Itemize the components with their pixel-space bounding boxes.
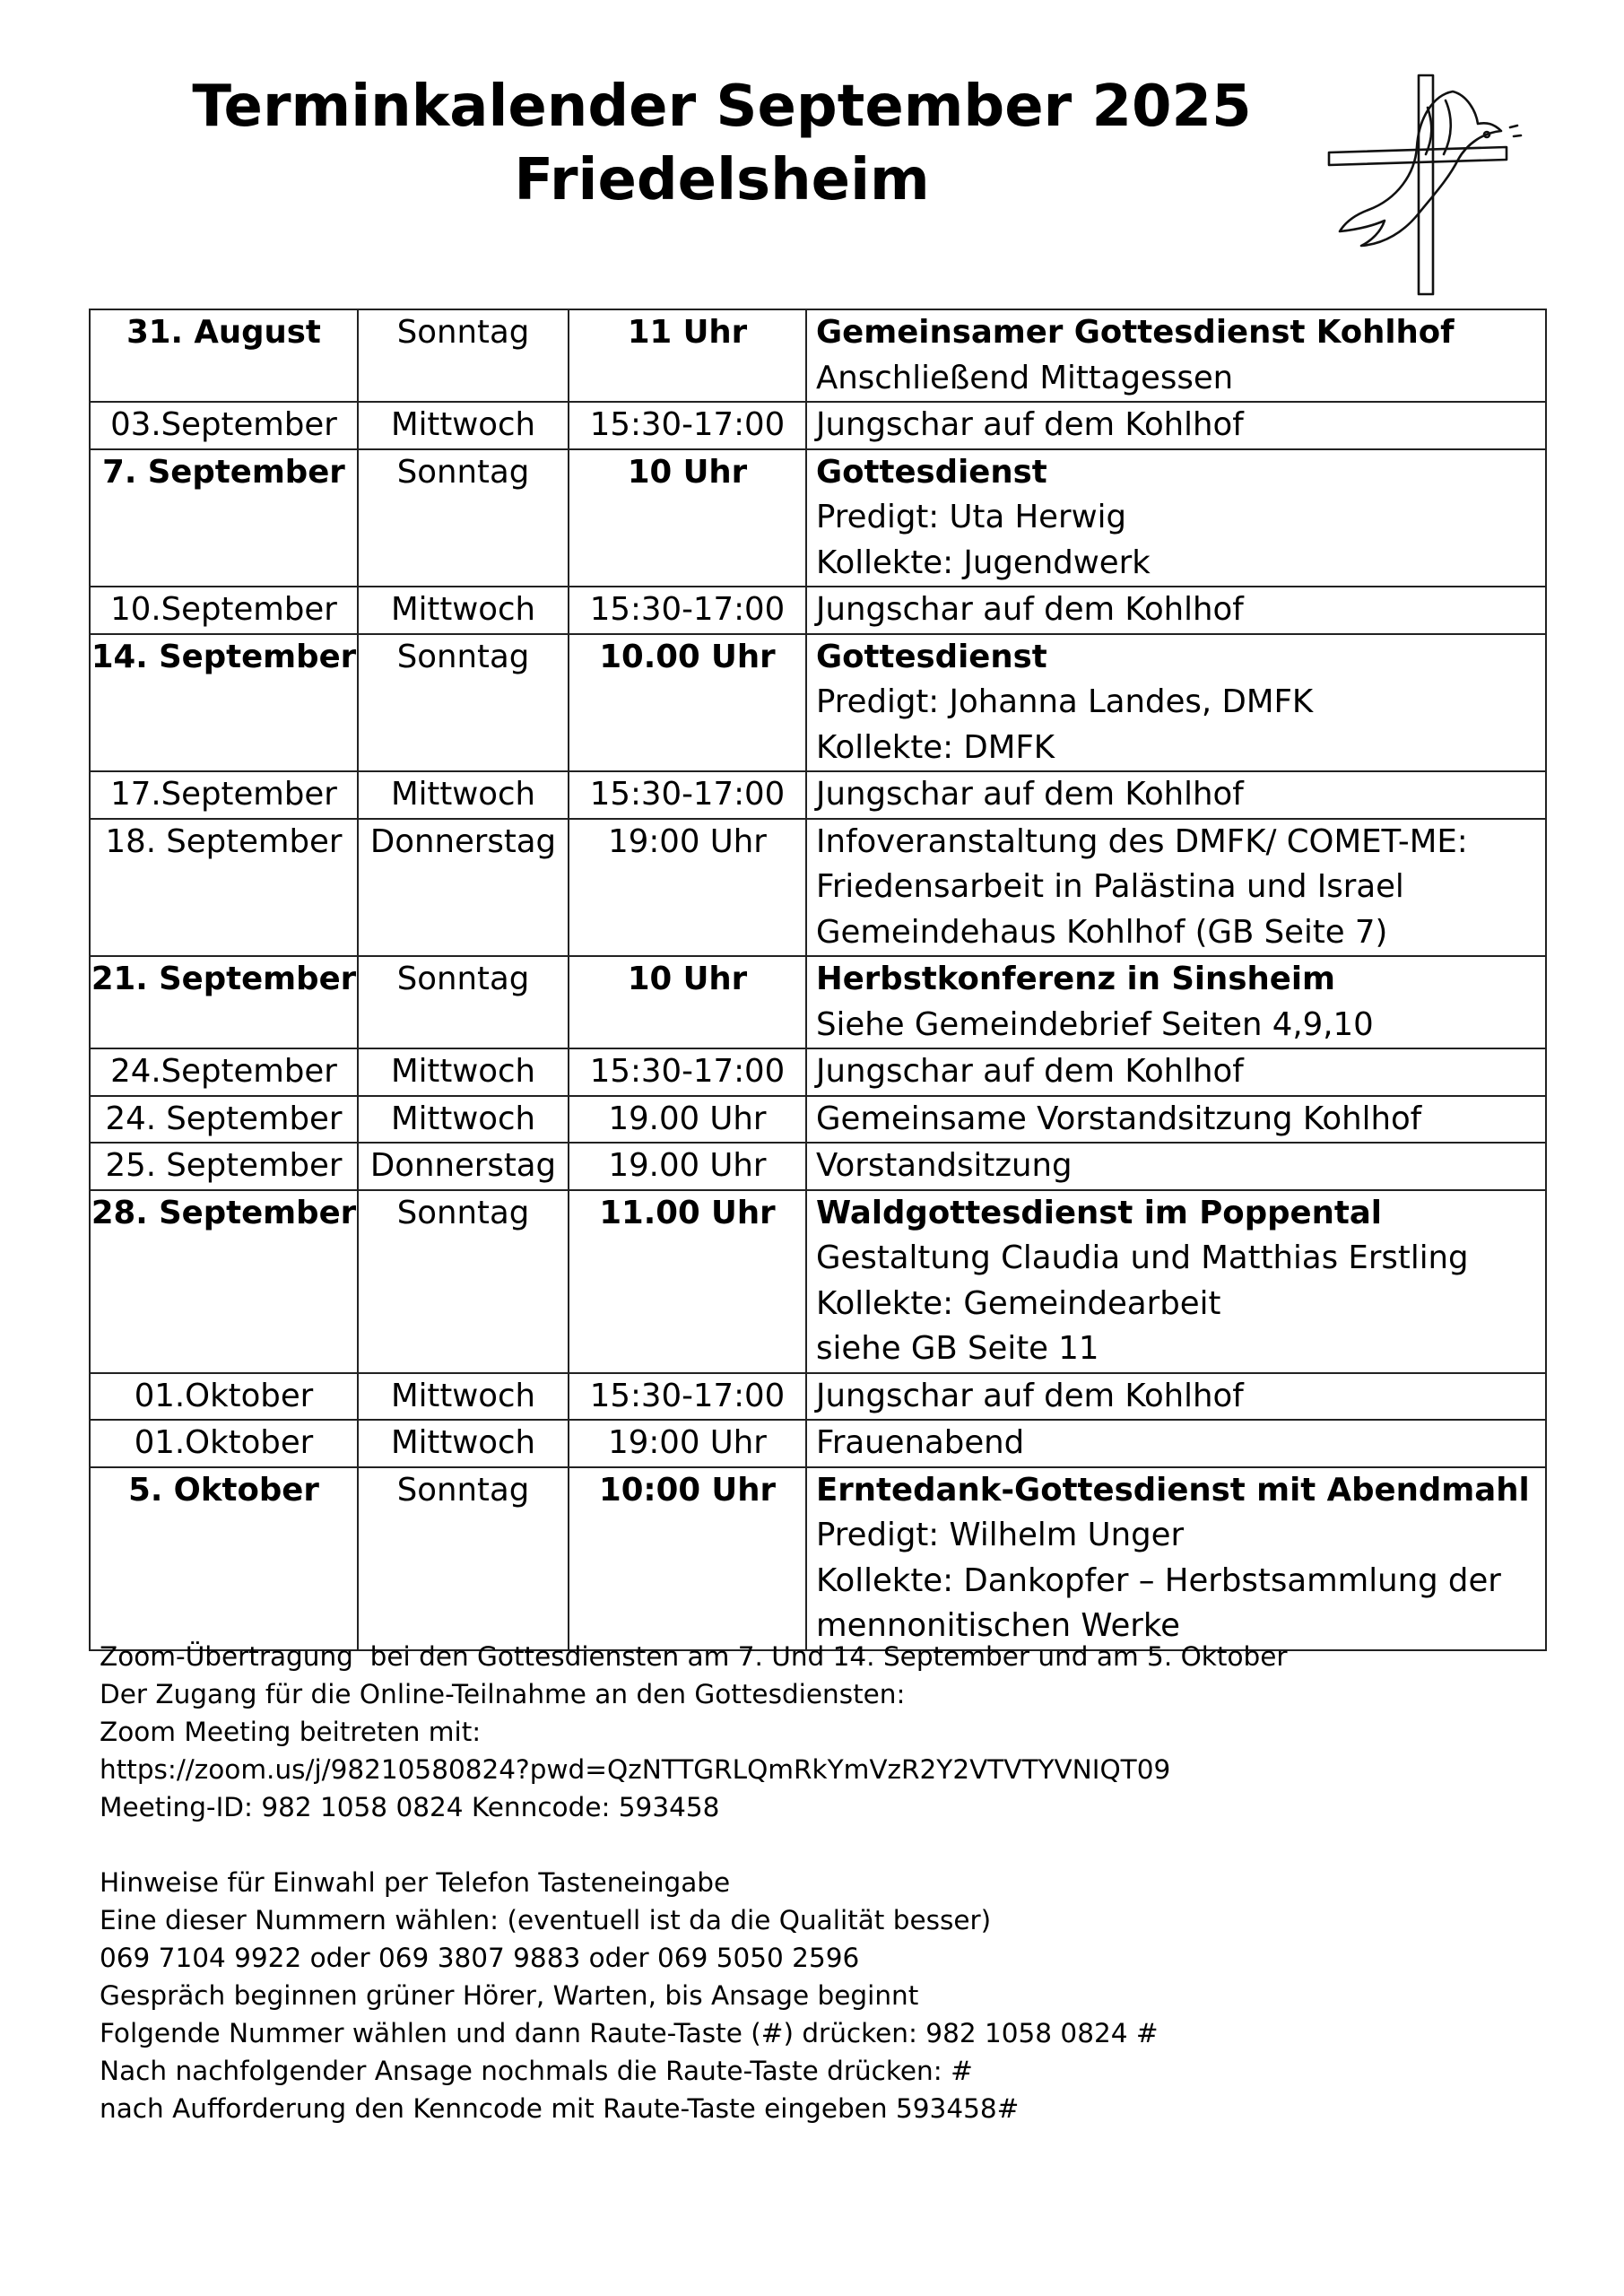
event-table: [89, 309, 1547, 1651]
event-title: Jungschar auf dem Kohlhof: [816, 406, 1244, 443]
event-row: [90, 1467, 1546, 1650]
zoom-info: [100, 1638, 1534, 2127]
event-time: 19:00 Uhr: [569, 1420, 806, 1467]
event-time: 11.00 Uhr: [569, 1190, 806, 1373]
event-row: [90, 402, 1546, 449]
event-date: 7. September: [90, 449, 358, 587]
event-date: 31. August: [90, 309, 358, 402]
event-row: [90, 1190, 1546, 1373]
event-row: [90, 1373, 1546, 1421]
event-row: [90, 771, 1546, 819]
event-detail: Siehe Gemeindebrief Seiten 4,9,10: [816, 1005, 1374, 1043]
event-date: 24. September: [90, 1096, 358, 1144]
event-weekday: Sonntag: [358, 1467, 569, 1650]
event-description: [806, 956, 1546, 1048]
event-description: [806, 1190, 1546, 1373]
title-line-2: Friedelsheim: [514, 147, 930, 213]
event-date: 28. September: [90, 1190, 358, 1373]
event-title: Jungschar auf dem Kohlhof: [816, 776, 1244, 813]
note-line: nach Aufforderung den Kenncode mit Raute-Taste eingeben 593458#: [100, 2093, 1020, 2124]
note-line: Nach nachfolgender Ansage nochmals die Raute-Taste drücken: #: [100, 2056, 973, 2086]
event-detail: Kollekte: Gemeindearbeit: [816, 1284, 1221, 1322]
event-title: Gemeinsame Vorstandsitzung Kohlhof: [816, 1100, 1422, 1137]
event-weekday: Mittwoch: [358, 1420, 569, 1467]
event-date: 21. September: [90, 956, 358, 1048]
event-weekday: Mittwoch: [358, 1373, 569, 1421]
event-description: [806, 1420, 1546, 1467]
note-line: https://zoom.us/j/98210580824?pwd=QzNTTGRLQmRkYmVzR2Y2VTVTYVNIQT09: [100, 1754, 1171, 1785]
event-description: [806, 449, 1546, 587]
event-date: 24.September: [90, 1048, 358, 1096]
event-title: Waldgottesdienst im Poppental: [816, 1194, 1382, 1231]
event-detail: Gestaltung Claudia und Matthias Erstling: [816, 1239, 1469, 1276]
event-time: 15:30-17:00: [569, 587, 806, 634]
note-line: Hinweise für Einwahl per Telefon Tasteneingabe: [100, 1867, 731, 1898]
event-time: 15:30-17:00: [569, 1048, 806, 1096]
event-weekday: Mittwoch: [358, 771, 569, 819]
event-description: [806, 1096, 1546, 1144]
event-weekday: Donnerstag: [358, 819, 569, 957]
event-title: Jungschar auf dem Kohlhof: [816, 1053, 1244, 1090]
event-weekday: Sonntag: [358, 449, 569, 587]
event-weekday: Mittwoch: [358, 587, 569, 634]
event-description: [806, 1467, 1546, 1650]
event-title: Gottesdienst: [816, 453, 1047, 491]
note-line: Zoom Meeting beitreten mit:: [100, 1717, 482, 1747]
event-description: [806, 819, 1546, 957]
event-detail: Kollekte: Dankopfer – Herbstsammlung der: [816, 1561, 1501, 1599]
event-title: Infoveranstaltung des DMFK/ COMET-ME:: [816, 822, 1468, 860]
event-time: 15:30-17:00: [569, 771, 806, 819]
event-detail: Kollekte: DMFK: [816, 728, 1055, 766]
event-detail: Anschließend Mittagessen: [816, 359, 1234, 396]
event-detail: Predigt: Wilhelm Unger: [816, 1517, 1185, 1553]
note-line: Der Zugang für die Online-Teilnahme an den Gottesdiensten:: [100, 1679, 906, 1709]
event-detail: Kollekte: Jugendwerk: [816, 544, 1151, 581]
event-weekday: Donnerstag: [358, 1143, 569, 1190]
note-line: [100, 1826, 1534, 1864]
event-time: 10.00 Uhr: [569, 634, 806, 772]
event-description: [806, 634, 1546, 772]
event-time: 19:00 Uhr: [569, 819, 806, 957]
event-weekday: Sonntag: [358, 1190, 569, 1373]
event-row: [90, 1143, 1546, 1190]
event-row: [90, 634, 1546, 772]
event-date: 01.Oktober: [90, 1420, 358, 1467]
event-description: [806, 402, 1546, 449]
event-description: [806, 587, 1546, 634]
event-time: 10 Uhr: [569, 956, 806, 1048]
event-date: 14. September: [90, 634, 358, 772]
event-detail: Friedensarbeit in Palästina und Israel: [816, 868, 1404, 905]
event-title: Vorstandsitzung: [816, 1147, 1073, 1184]
event-description: [806, 1048, 1546, 1096]
event-date: 18. September: [90, 819, 358, 957]
event-time: 15:30-17:00: [569, 1373, 806, 1421]
event-time: 10 Uhr: [569, 449, 806, 587]
event-row: [90, 309, 1546, 402]
note-line: Meeting-ID: 982 1058 0824 Kenncode: 593458: [100, 1792, 720, 1822]
event-title: Frauenabend: [816, 1424, 1025, 1461]
event-title: Herbstkonferenz in Sinsheim: [816, 961, 1335, 997]
event-detail: mennonitischen Werke: [816, 1607, 1181, 1644]
event-title: Gottesdienst: [816, 638, 1047, 675]
event-row: [90, 1096, 1546, 1144]
event-row: [90, 819, 1546, 957]
note-line: Gespräch beginnen grüner Hörer, Warten, bis Ansage beginnt: [100, 1980, 919, 2011]
title-line-1: Terminkalender September 2025: [192, 74, 1252, 140]
event-date: 17.September: [90, 771, 358, 819]
note-line: Folgende Nummer wählen und dann Raute-Taste (#) drücken: 982 1058 0824 #: [100, 2018, 1159, 2048]
event-description: [806, 1373, 1546, 1421]
event-weekday: Sonntag: [358, 634, 569, 772]
event-detail: Predigt: Uta Herwig: [816, 499, 1127, 535]
event-time: 10:00 Uhr: [569, 1467, 806, 1650]
event-date: 25. September: [90, 1143, 358, 1190]
event-weekday: Mittwoch: [358, 1096, 569, 1144]
note-line: Eine dieser Nummern wählen: (eventuell ist da die Qualität besser): [100, 1905, 992, 1935]
event-row: [90, 449, 1546, 587]
event-row: [90, 1048, 1546, 1096]
event-weekday: Sonntag: [358, 956, 569, 1048]
event-detail: Gemeindehaus Kohlhof (GB Seite 7): [816, 913, 1388, 951]
event-row: [90, 1420, 1546, 1467]
event-table-body: [90, 309, 1546, 1650]
cross-dove-icon: [1318, 65, 1533, 307]
event-title: Gemeinsamer Gottesdienst Kohlhof: [816, 314, 1455, 351]
event-time: 19.00 Uhr: [569, 1096, 806, 1144]
event-title: Jungschar auf dem Kohlhof: [816, 1377, 1244, 1414]
event-title: Jungschar auf dem Kohlhof: [816, 591, 1244, 628]
event-description: [806, 1143, 1546, 1190]
event-date: 10.September: [90, 587, 358, 634]
event-title: Erntedank-Gottesdienst mit Abendmahl: [816, 1471, 1530, 1509]
event-time: 15:30-17:00: [569, 402, 806, 449]
event-row: [90, 956, 1546, 1048]
event-detail: siehe GB Seite 11: [816, 1330, 1099, 1367]
event-detail: Predigt: Johanna Landes, DMFK: [816, 683, 1314, 720]
event-description: [806, 309, 1546, 402]
event-weekday: Mittwoch: [358, 402, 569, 449]
event-weekday: Mittwoch: [358, 1048, 569, 1096]
event-description: [806, 771, 1546, 819]
event-time: 11 Uhr: [569, 309, 806, 402]
note-line: 069 7104 9922 oder 069 3807 9883 oder 069 5050 2596: [100, 1943, 860, 1973]
event-date: 5. Oktober: [90, 1467, 358, 1650]
event-weekday: Sonntag: [358, 309, 569, 402]
event-row: [90, 587, 1546, 634]
page-title: [0, 70, 1444, 217]
event-date: 01.Oktober: [90, 1373, 358, 1421]
event-time: 19.00 Uhr: [569, 1143, 806, 1190]
event-date: 03.September: [90, 402, 358, 449]
note-line: Zoom-Übertragung bei den Gottesdiensten am 7. Und 14. September und am 5. Oktober: [100, 1641, 1288, 1672]
